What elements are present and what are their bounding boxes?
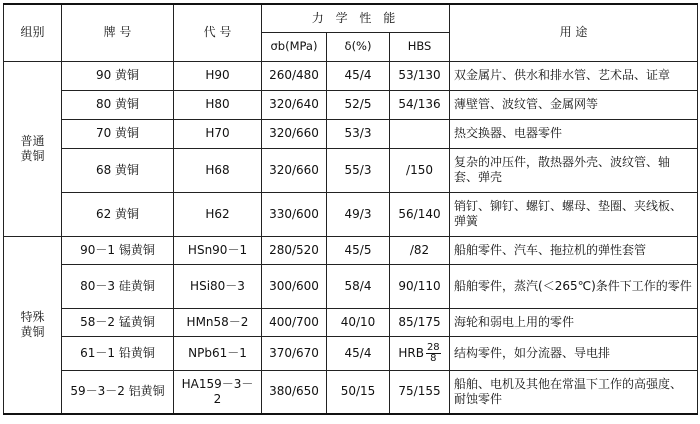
- cell-sigma: 380/650: [262, 370, 327, 414]
- cell-use: 船舶、电机及其他在常温下工作的高强度、耐蚀零件: [450, 370, 698, 414]
- group-special-brass: [4, 236, 62, 414]
- cell-grade: 90－1 锡黄铜: [62, 236, 174, 264]
- table-row: [4, 336, 698, 370]
- cell-grade: 62 黄铜: [62, 192, 174, 236]
- cell-hbs-fraction: [390, 336, 450, 370]
- group-name-line1: 特殊: [20, 309, 45, 324]
- cell-sigma: 400/700: [262, 308, 327, 336]
- table-row: [4, 119, 698, 148]
- header-row-top: [4, 4, 698, 32]
- cell-code: NPb61－1: [174, 336, 262, 370]
- cell-delta: 45/4: [327, 336, 390, 370]
- header-grade: 牌 号: [62, 4, 174, 61]
- cell-sigma: 300/600: [262, 264, 327, 308]
- header-hbs: HBS: [390, 32, 450, 61]
- cell-grade: 59－3－2 铝黄铜: [62, 370, 174, 414]
- cell-grade: 70 黄铜: [62, 119, 174, 148]
- cell-sigma: 330/600: [262, 192, 327, 236]
- cell-delta: 58/4: [327, 264, 390, 308]
- cell-use: 销钉、铆钉、螺钉、螺母、垫圈、夹线板、弹簧: [450, 192, 698, 236]
- cell-hbs: 75/155: [390, 370, 450, 414]
- header-delta: δ(%): [327, 32, 390, 61]
- cell-code: H90: [174, 61, 262, 90]
- cell-use: 双金属片、供水和排水管、艺术品、证章: [450, 61, 698, 90]
- hrb-fraction: [426, 343, 441, 364]
- cell-sigma: 320/660: [262, 119, 327, 148]
- cell-delta: 55/3: [327, 148, 390, 192]
- cell-sigma: 280/520: [262, 236, 327, 264]
- table-row: [4, 264, 698, 308]
- cell-use: 船舶零件、汽车、拖拉机的弹性套管: [450, 236, 698, 264]
- cell-use: 复杂的冲压件，散热器外壳、波纹管、轴套、弹壳: [450, 148, 698, 192]
- header-group: 组别: [4, 4, 62, 61]
- cell-code: HA159－3－2: [174, 370, 262, 414]
- hrb-denominator: 8: [430, 352, 437, 364]
- cell-code: H80: [174, 90, 262, 119]
- table-row: [4, 148, 698, 192]
- cell-hbs: /150: [390, 148, 450, 192]
- cell-hbs: 85/175: [390, 308, 450, 336]
- cell-use: 船舶零件，蒸汽(＜265℃)条件下工作的零件: [450, 264, 698, 308]
- table-row: [4, 90, 698, 119]
- cell-grade: 80－3 硅黄铜: [62, 264, 174, 308]
- cell-delta: 45/4: [327, 61, 390, 90]
- header-mechanical-properties: 力 学 性 能: [262, 4, 450, 32]
- cell-hbs: [390, 119, 450, 148]
- cell-grade: 61－1 铅黄铜: [62, 336, 174, 370]
- header-sigma: σb(MPa): [262, 32, 327, 61]
- cell-sigma: 370/670: [262, 336, 327, 370]
- table-row: [4, 370, 698, 414]
- cell-delta: 49/3: [327, 192, 390, 236]
- cell-use: 热交换器、电器零件: [450, 119, 698, 148]
- header-use: 用 途: [450, 4, 698, 61]
- cell-hbs: 53/130: [390, 61, 450, 90]
- table-row: [4, 236, 698, 264]
- cell-delta: 50/15: [327, 370, 390, 414]
- brass-properties-table: [3, 3, 698, 415]
- group-name-line1: 普通: [20, 133, 45, 148]
- cell-hbs: 90/110: [390, 264, 450, 308]
- table-row: [4, 61, 698, 90]
- cell-use: 薄壁管、波纹管、金属网等: [450, 90, 698, 119]
- cell-hbs: /82: [390, 236, 450, 264]
- cell-sigma: 320/660: [262, 148, 327, 192]
- brass-properties-table-container: [3, 3, 698, 415]
- cell-hbs: 56/140: [390, 192, 450, 236]
- cell-delta: 40/10: [327, 308, 390, 336]
- cell-code: HSn90－1: [174, 236, 262, 264]
- hrb-prefix: HRB: [398, 345, 424, 360]
- table-row: [4, 308, 698, 336]
- cell-grade: 68 黄铜: [62, 148, 174, 192]
- cell-code: HSi80－3: [174, 264, 262, 308]
- header-code: 代 号: [174, 4, 262, 61]
- cell-code: H62: [174, 192, 262, 236]
- cell-use: 结构零件，如分流器、导电排: [450, 336, 698, 370]
- hrb-numerator: 28: [426, 341, 440, 353]
- table-row: [4, 192, 698, 236]
- cell-delta: 45/5: [327, 236, 390, 264]
- cell-code: H70: [174, 119, 262, 148]
- cell-code: HMn58－2: [174, 308, 262, 336]
- cell-use: 海轮和弱电上用的零件: [450, 308, 698, 336]
- group-ordinary-brass: [4, 61, 62, 236]
- cell-grade: 58－2 锰黄铜: [62, 308, 174, 336]
- group-name-line2: 黄铜: [20, 148, 45, 163]
- group-name-line2: 黄铜: [20, 324, 45, 339]
- cell-grade: 80 黄铜: [62, 90, 174, 119]
- cell-delta: 52/5: [327, 90, 390, 119]
- cell-hbs: 54/136: [390, 90, 450, 119]
- cell-grade: 90 黄铜: [62, 61, 174, 90]
- cell-sigma: 320/640: [262, 90, 327, 119]
- cell-sigma: 260/480: [262, 61, 327, 90]
- cell-delta: 53/3: [327, 119, 390, 148]
- cell-code: H68: [174, 148, 262, 192]
